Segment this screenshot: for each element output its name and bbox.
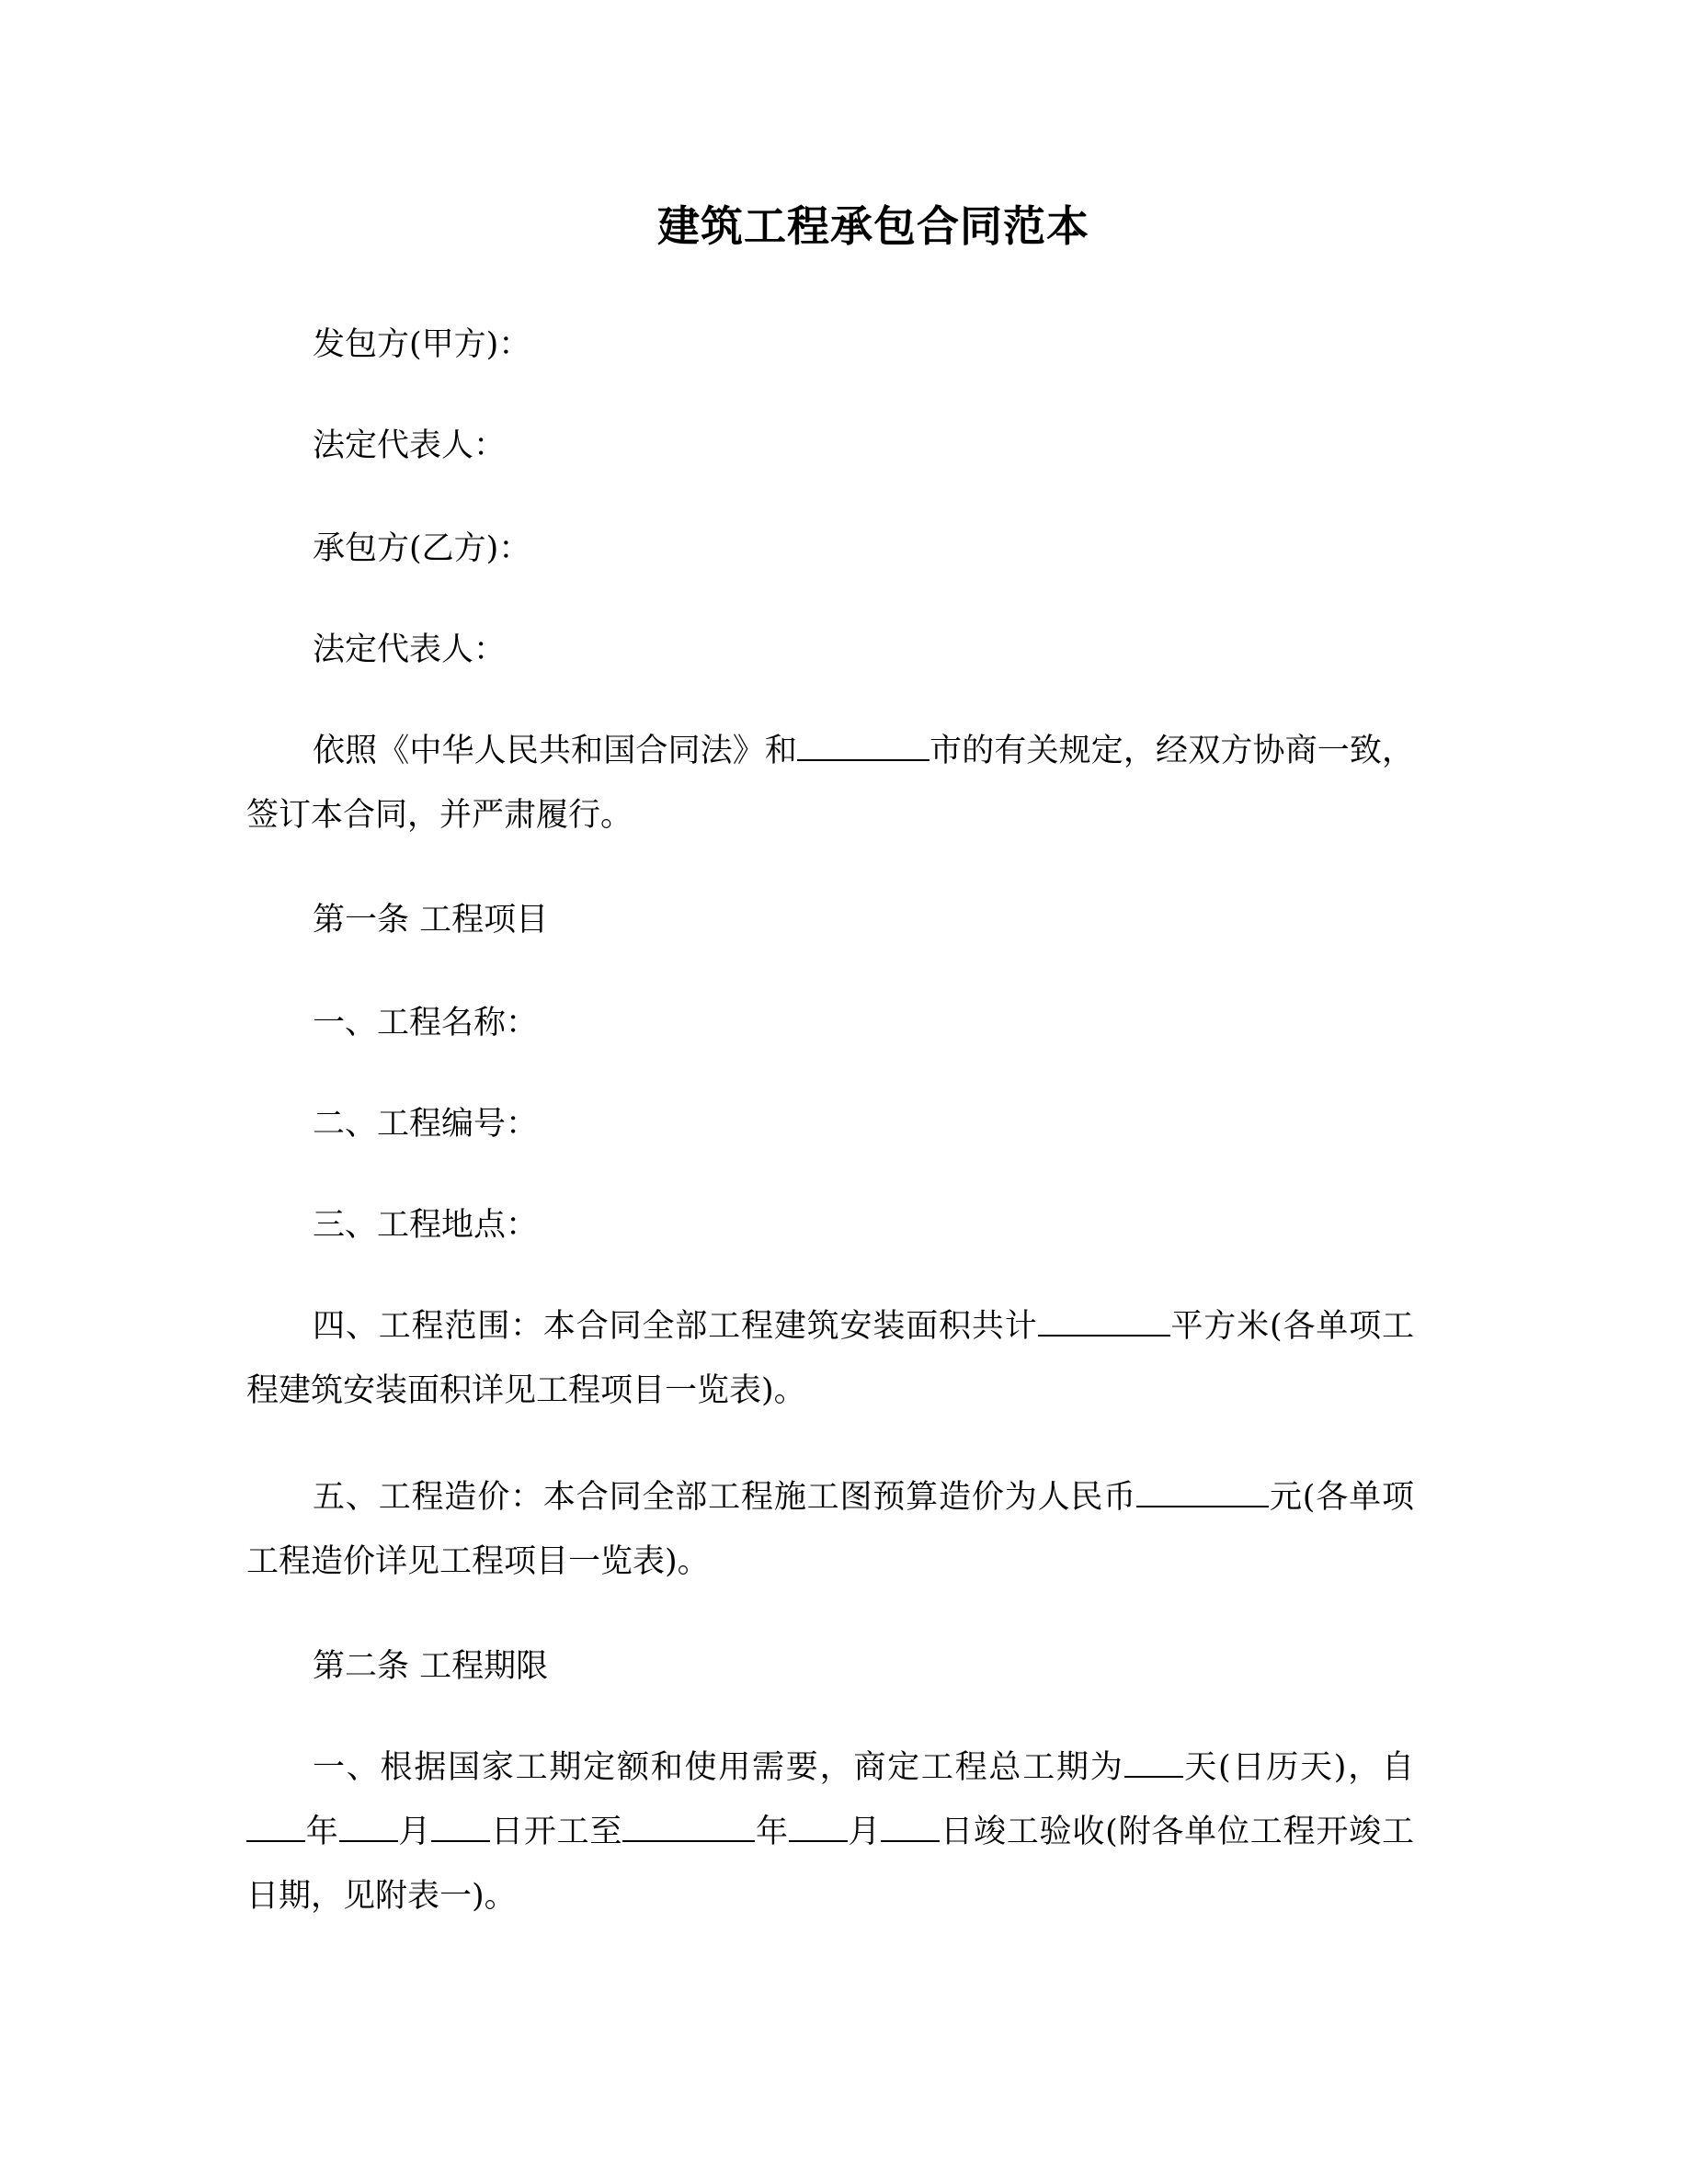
start-year-blank	[246, 1813, 305, 1842]
preamble-paragraph	[246, 719, 1414, 847]
period-text-month-2: 月	[847, 1814, 882, 1850]
end-month-blank	[789, 1813, 848, 1842]
end-year-blank	[622, 1813, 755, 1842]
project-period-paragraph	[246, 1735, 1414, 1928]
area-blank	[1038, 1307, 1170, 1337]
preamble-text-2: 市的有关规定，经双方协商一致，签订本合同，并严肃履行。	[246, 733, 1414, 834]
city-blank	[797, 732, 930, 761]
period-text-year-1: 年	[305, 1814, 339, 1850]
cost-text-1: 五、工程造价：本合同全部工程施工图预算造价为人民币	[313, 1479, 1137, 1516]
party-a-line: 发包方(甲方)：	[313, 326, 531, 363]
project-location-line: 三、工程地点：	[313, 1207, 539, 1244]
period-text-year-2: 年	[755, 1814, 789, 1850]
days-blank	[1124, 1748, 1183, 1778]
period-text-2: 天(日历天)，自	[1182, 1749, 1414, 1786]
scope-text-1: 四、工程范围：本合同全部工程建筑安装面积共计	[313, 1308, 1038, 1345]
cost-text-2: 元(各单项工程造价详见工程项目一览表)。	[246, 1479, 1414, 1580]
period-text-start: 日开工至	[490, 1814, 623, 1850]
period-text-1: 一、根据国家工期定额和使用需要，商定工程总工期为	[313, 1749, 1124, 1786]
document-title: 建筑工程承包合同范本	[657, 201, 1089, 251]
party-a-representative-line: 法定代表人：	[313, 427, 507, 464]
party-b-line: 承包方(乙方)：	[313, 530, 531, 567]
cost-blank	[1136, 1478, 1269, 1507]
party-b-representative-line: 法定代表人：	[313, 631, 507, 668]
project-scope-paragraph	[246, 1294, 1414, 1423]
end-day-blank	[881, 1813, 940, 1842]
period-text-month-1: 月	[397, 1814, 432, 1850]
project-name-line: 一、工程名称：	[313, 1005, 539, 1041]
article-2-heading: 第二条 工程期限	[313, 1648, 549, 1685]
article-1-heading: 第一条 工程项目	[313, 902, 549, 938]
scope-text-2: 平方米(各单项工程建筑安装面积详见工程项目一览表)。	[246, 1308, 1414, 1409]
start-day-blank	[431, 1813, 490, 1842]
start-month-blank	[339, 1813, 398, 1842]
project-cost-paragraph	[246, 1465, 1414, 1594]
preamble-text-1: 依照《中华人民共和国合同法》和	[313, 733, 797, 769]
project-number-line: 二、工程编号：	[313, 1106, 539, 1143]
period-text-end: 日竣工验收(附各单位工程开竣工日期，见附表一)。	[246, 1814, 1414, 1915]
